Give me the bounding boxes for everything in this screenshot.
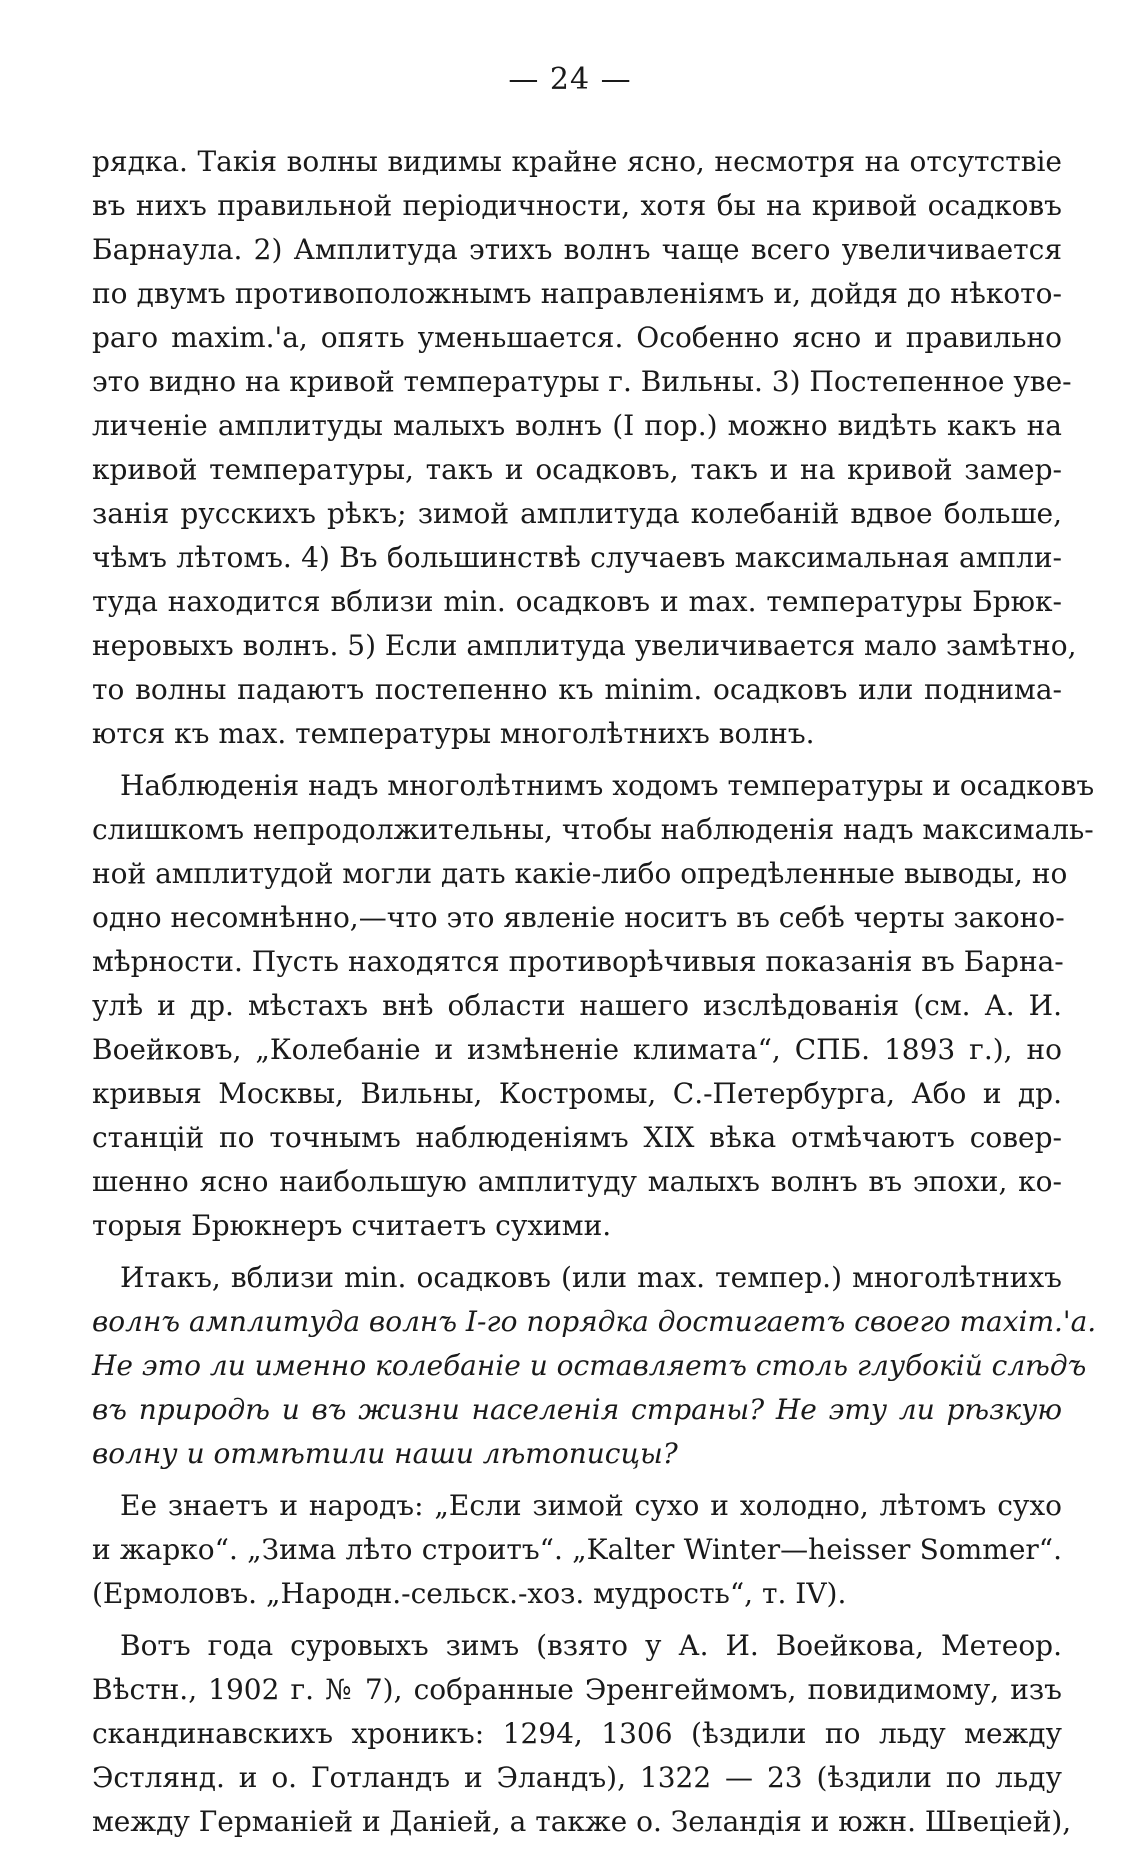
text-line-italic: волну и отмѣтили наши лѣтописцы? xyxy=(92,1437,678,1470)
text-line: Вотъ года суровыхъ зимъ (взято у А. И. Воейкова, Метеор. xyxy=(120,1629,1062,1662)
text-line: Эстлянд. и о. Готландъ и Эландъ), 1322 — 23 (ѣздили по льду xyxy=(92,1761,1062,1794)
text-line: одно несомнѣнно,—что это явленіе носитъ въ себѣ черты законо- xyxy=(92,901,1065,934)
text-line: туда находится вблизи min. осадковъ и max. температуры Брюк- xyxy=(92,585,1062,618)
text-line-italic: волнъ амплитуда волнъ I-го порядка достигаетъ своего maxim.'а. xyxy=(92,1305,1097,1338)
text-line: мѣрности. Пусть находятся противорѣчивыя показанія въ Барна- xyxy=(92,945,1064,978)
text-line: личеніе амплитуды малыхъ волнъ (I пор.) можно видѣть какъ на xyxy=(92,409,1062,442)
text-line-italic: Не это ли именно колебаніе и оставляетъ столь глубокій слѣдъ xyxy=(92,1349,1087,1382)
text-line: слишкомъ непродолжительны, чтобы наблюденія надъ максималь- xyxy=(92,813,1094,846)
paragraph-2 xyxy=(92,764,1095,1248)
text-line: то волны падаютъ постепенно къ minim. осадковъ или поднима- xyxy=(92,673,1062,706)
text-line: шенно ясно наибольшую амплитуду малыхъ волнъ въ эпохи, ко- xyxy=(92,1165,1062,1198)
paragraph-1 xyxy=(92,140,1077,756)
text-line: и жарко“. „Зима лѣто строитъ“. „Kalter Winter—heisser Sommer“. xyxy=(92,1533,1062,1566)
text-line: раго maxim.'а, опять уменьшается. Особенно ясно и правильно xyxy=(92,321,1062,354)
text-line: по двумъ противоположнымъ направленіямъ и, дойдя до нѣкото- xyxy=(92,277,1062,310)
text-line: между Германіей и Даніей, а также о. Зеландія и южн. Швеціей), xyxy=(92,1805,1072,1838)
text-line: чѣмъ лѣтомъ. 4) Въ большинствѣ случаевъ максимальная ампли- xyxy=(92,541,1062,574)
text-line: кривыя Москвы, Вильны, Костромы, С.-Петербурга, Або и др. xyxy=(92,1077,1062,1110)
text-line: ной амплитудой могли дать какіе-либо опредѣленные выводы, но xyxy=(92,857,1068,890)
text-line-italic: въ природѣ и въ жизни населенія страны? Не эту ли рѣзкую xyxy=(92,1393,1062,1426)
page-number: — 24 — xyxy=(508,62,632,97)
paragraph-3 xyxy=(92,1256,1097,1476)
paragraph-4 xyxy=(92,1484,1062,1616)
text-line: станцій по точнымъ наблюденіямъ XIX вѣка отмѣчаютъ совер- xyxy=(92,1121,1062,1154)
text-line: Ее знаетъ и народъ: „Если зимой сухо и холодно, лѣтомъ сухо xyxy=(120,1489,1062,1522)
text-line: торыя Брюкнеръ считаетъ сухими. xyxy=(92,1209,612,1242)
text-line: Барнаула. 2) Амплитуда этихъ волнъ чаще всего увеличивается xyxy=(92,233,1062,266)
text-line: ются къ max. температуры многолѣтнихъ волнъ. xyxy=(92,717,815,750)
text-line: Наблюденія надъ многолѣтнимъ ходомъ температуры и осадковъ xyxy=(120,769,1095,802)
text-line: Итакъ, вблизи min. осадковъ (или max. темпер.) многолѣтнихъ xyxy=(120,1261,1062,1294)
text-line: неровыхъ волнъ. 5) Если амплитуда увеличивается мало замѣтно, xyxy=(92,629,1077,662)
text-line: это видно на кривой температуры г. Вильны. 3) Постепенное уве- xyxy=(92,365,1072,398)
text-line: Воейковъ, „Колебаніе и измѣненіе климата“, СПБ. 1893 г.), но xyxy=(92,1033,1062,1066)
text-line: (Ермоловъ. „Народн.-сельск.-хоз. мудрость“, т. IV). xyxy=(92,1577,847,1610)
text-line: въ нихъ правильной періодичности, хотя бы на кривой осадковъ xyxy=(92,189,1062,222)
text-line: улѣ и др. мѣстахъ внѣ области нашего изслѣдованія (см. А. И. xyxy=(92,989,1062,1022)
text-line: занія русскихъ рѣкъ; зимой амплитуда колебаній вдвое больше, xyxy=(92,497,1062,530)
text-line: Вѣстн., 1902 г. № 7), собранные Эренгеймомъ, повидимому, изъ xyxy=(92,1673,1062,1706)
body-text xyxy=(92,140,1097,1844)
text-line: скандинавскихъ хроникъ: 1294, 1306 (ѣздили по льду между xyxy=(92,1717,1062,1750)
paragraph-5 xyxy=(92,1624,1072,1844)
text-line: кривой температуры, такъ и осадковъ, такъ и на кривой замер- xyxy=(92,453,1062,486)
text-line: рядка. Такія волны видимы крайне ясно, несмотря на отсутствіе xyxy=(92,145,1062,178)
